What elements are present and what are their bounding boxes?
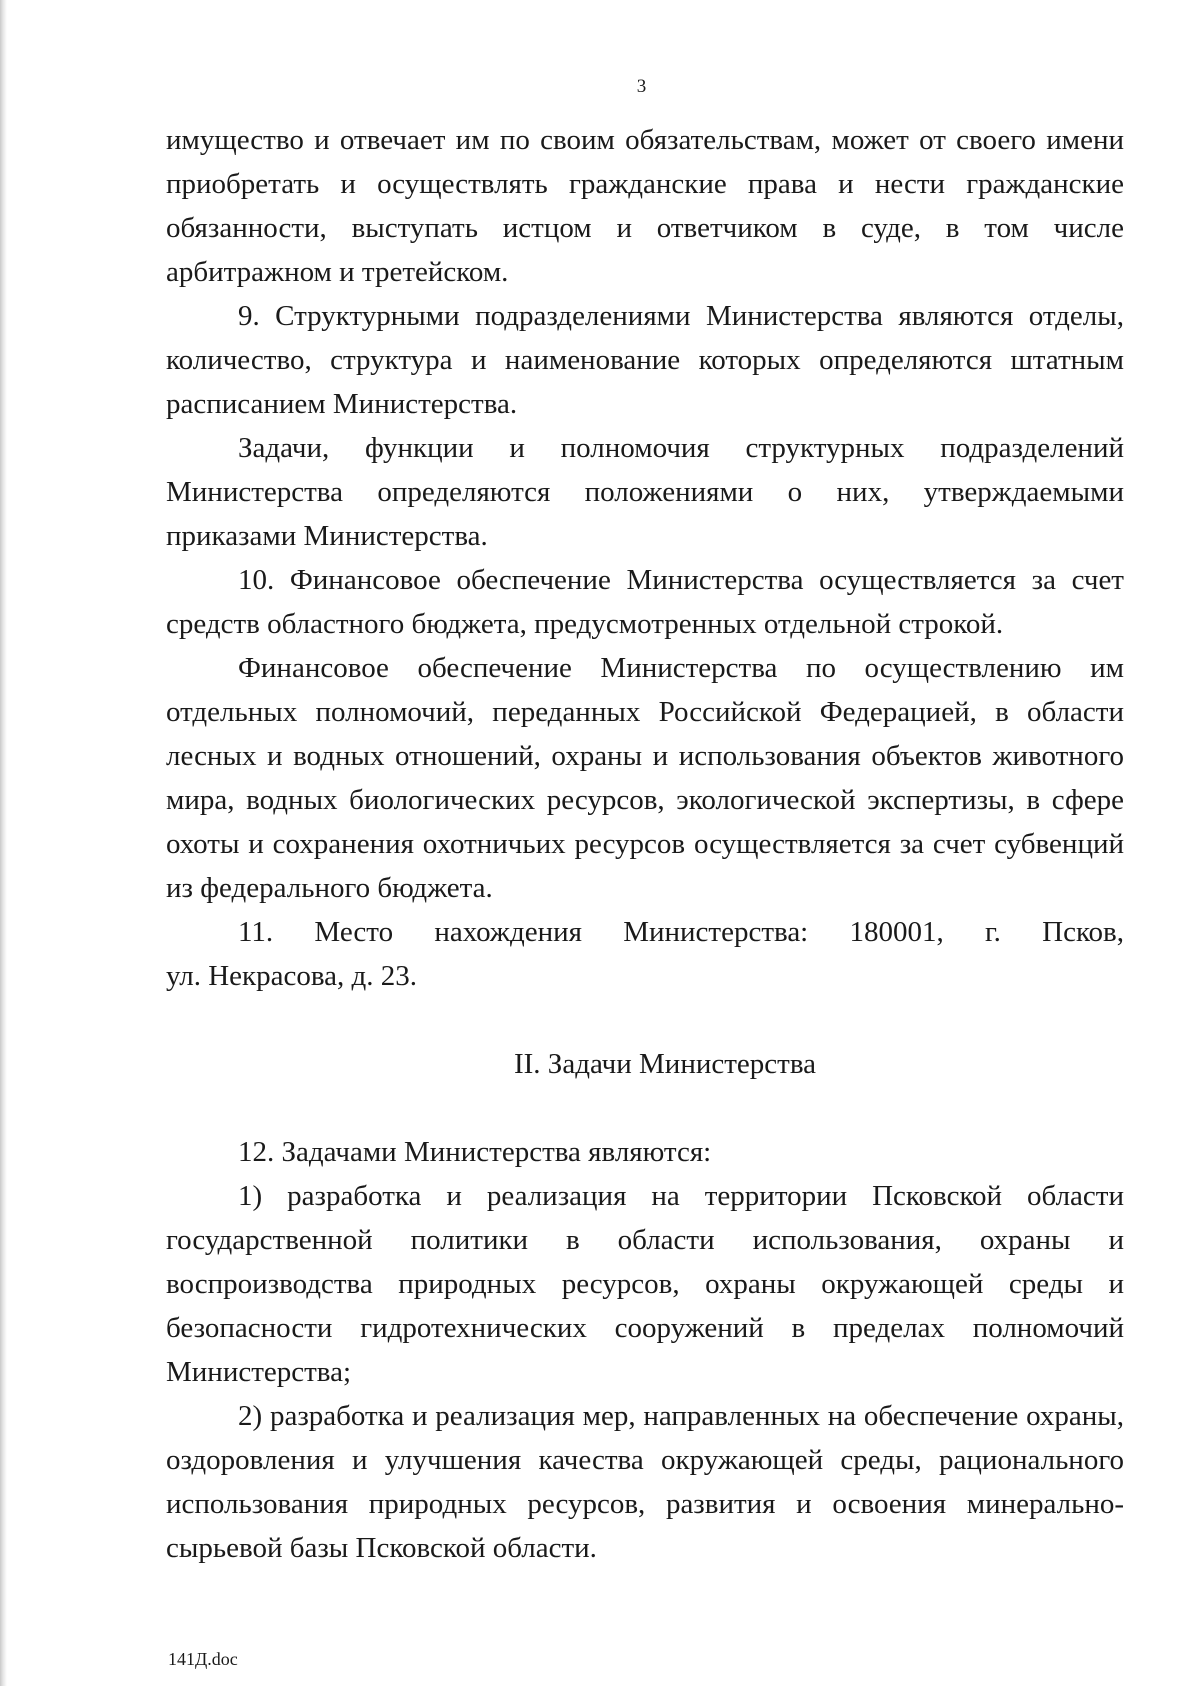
paragraph-structural-tasks: Задачи, функции и полномочия структурных подразделений Министерства определяются положениями о них, утверждаемыми приказами Министерства. xyxy=(166,432,1124,552)
page-number: 3 xyxy=(636,76,647,97)
section-spacer xyxy=(166,998,1124,1042)
list-item-1: 1) разработка и реализация на территории Псковской области государственной политики в области использования, охраны и воспроизводства природных ресурсов, охраны окружающей среды и безопасности гидротехнических сооружений в пределах полномочий Министерства; xyxy=(166,1180,1124,1388)
paragraph-continuation: имущество и отвечает им по своим обязательствам, может от своего имени приобретать и осуществлять гражданские права и нести гражданские обязанности, выступать истцом и ответчиком в суде, в том числе арбитражном и третейском. xyxy=(166,124,1124,288)
section-spacer xyxy=(166,1086,1124,1130)
paragraph-financing: Финансовое обеспечение Министерства по осуществлению им отдельных полномочий, переданных Российской Федерацией, в области лесных и водных отношений, охраны и использования объектов животного мира, водных биологических ресурсов, экологической экспертизы, в сфере охоты и сохранения охотничьих ресурсов осуществляется за счет субвенций из федерального бюджета. xyxy=(166,652,1124,904)
footer-filename: 141Д.doc xyxy=(168,1649,238,1669)
list-item-2: 2) разработка и реализация мер, направленных на обеспечение охраны, оздоровления и улучшения качества окружающей среды, рационального использования природных ресурсов, развития и освоения минерально-сырьевой базы Псковской области. xyxy=(166,1400,1124,1564)
document-body xyxy=(166,118,1124,1570)
scan-edge xyxy=(0,0,7,1686)
paragraph-item-12: 12. Задачами Министерства являются: xyxy=(238,1136,712,1168)
paragraph-item-11-line2: ул. Некрасова, д. 23. xyxy=(166,960,418,992)
section-heading: II. Задачи Министерства xyxy=(513,1048,817,1080)
paragraph-item-11-line1: 11. Место нахождения Министерства: 180001, г. Псков, xyxy=(238,916,1124,948)
paragraph-item-9: 9. Структурными подразделениями Министерства являются отделы, количество, структура и наименование которых определяются штатным расписанием Министерства. xyxy=(166,300,1124,420)
paragraph-item-10: 10. Финансовое обеспечение Министерства осуществляется за счет средств областного бюджета, предусмотренных отдельной строкой. xyxy=(166,564,1124,640)
